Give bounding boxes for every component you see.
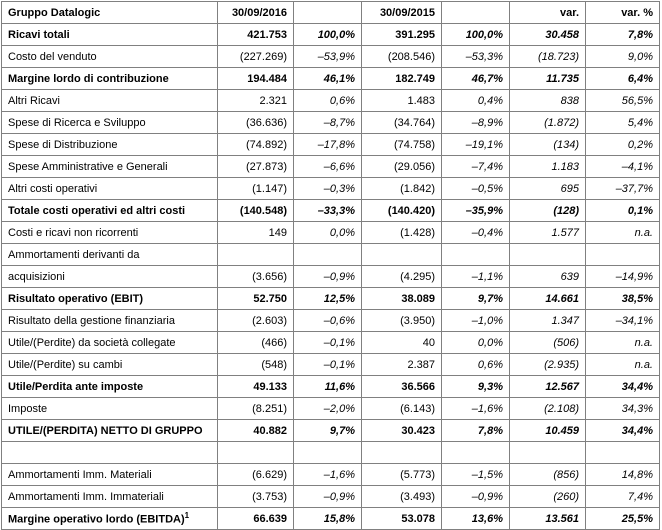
row-value-p1: (3.753) bbox=[218, 486, 294, 508]
row-label: Ricavi totali bbox=[2, 24, 218, 46]
row-variance: 695 bbox=[510, 178, 586, 200]
header-cell-variance-pct: var. % bbox=[586, 2, 660, 24]
row-label: Ammortamenti Imm. Materiali bbox=[2, 464, 218, 486]
header-cell-entity: Gruppo Datalogic bbox=[2, 2, 218, 24]
row-variance: 838 bbox=[510, 90, 586, 112]
row-pct-p1: –0,9% bbox=[294, 486, 362, 508]
row-label: Altri costi operativi bbox=[2, 178, 218, 200]
row-variance-pct: n.a. bbox=[586, 354, 660, 376]
row-pct-p1: –0,3% bbox=[294, 178, 362, 200]
row-pct-p1: 100,0% bbox=[294, 24, 362, 46]
row-variance: 11.735 bbox=[510, 68, 586, 90]
row-pct-p2: –0,9% bbox=[442, 486, 510, 508]
row-pct-p1: 11,6% bbox=[294, 376, 362, 398]
row-variance: 1.577 bbox=[510, 222, 586, 244]
row-label-line-2: acquisizioni bbox=[2, 266, 218, 288]
row-value-p2: (3.493) bbox=[362, 486, 442, 508]
row-variance-spacer bbox=[510, 244, 586, 266]
table-row bbox=[2, 486, 660, 508]
row-variance-pct: 7,4% bbox=[586, 486, 660, 508]
row-pct-p2: –8,9% bbox=[442, 112, 510, 134]
row-value-p2: 391.295 bbox=[362, 24, 442, 46]
row-pct-p2: –19,1% bbox=[442, 134, 510, 156]
row-pct-p1: –2,0% bbox=[294, 398, 362, 420]
row-value-p1: 52.750 bbox=[218, 288, 294, 310]
header-cell-period-1: 30/09/2016 bbox=[218, 2, 294, 24]
header-cell-variance: var. bbox=[510, 2, 586, 24]
header-cell-period-1-pct bbox=[294, 2, 362, 24]
row-value-p1-spacer bbox=[218, 244, 294, 266]
table-row bbox=[2, 178, 660, 200]
spacer-row bbox=[2, 442, 660, 464]
row-value-p1: (1.147) bbox=[218, 178, 294, 200]
header-cell-period-2-pct bbox=[442, 2, 510, 24]
row-label: Totale costi operativi ed altri costi bbox=[2, 200, 218, 222]
row-value-p1: (227.269) bbox=[218, 46, 294, 68]
table-row bbox=[2, 288, 660, 310]
row-label: Margine lordo di contribuzione bbox=[2, 68, 218, 90]
row-label-ebitda bbox=[2, 508, 218, 530]
table-row bbox=[2, 24, 660, 46]
row-variance: 14.661 bbox=[510, 288, 586, 310]
row-variance: (18.723) bbox=[510, 46, 586, 68]
row-variance-pct: –14,9% bbox=[586, 266, 660, 288]
spacer-cell bbox=[294, 442, 362, 464]
row-pct-p2: –1,6% bbox=[442, 398, 510, 420]
row-pct-p1: –0,1% bbox=[294, 332, 362, 354]
row-label: Risultato operativo (EBIT) bbox=[2, 288, 218, 310]
row-pct-p2: 13,6% bbox=[442, 508, 510, 530]
row-variance-pct: 7,8% bbox=[586, 24, 660, 46]
row-value-p2: (29.056) bbox=[362, 156, 442, 178]
row-variance: (2.108) bbox=[510, 398, 586, 420]
row-value-p2: 30.423 bbox=[362, 420, 442, 442]
row-value-p2: (74.758) bbox=[362, 134, 442, 156]
table-row bbox=[2, 354, 660, 376]
row-pct-p2: 7,8% bbox=[442, 420, 510, 442]
row-variance-pct-spacer bbox=[586, 244, 660, 266]
row-label: Costo del venduto bbox=[2, 46, 218, 68]
income-statement-table bbox=[1, 1, 660, 530]
row-label: Risultato della gestione finanziaria bbox=[2, 310, 218, 332]
row-variance: (1.872) bbox=[510, 112, 586, 134]
row-value-p1: (3.656) bbox=[218, 266, 294, 288]
table-row bbox=[2, 508, 660, 530]
row-pct-p2: –0,5% bbox=[442, 178, 510, 200]
row-value-p2: (6.143) bbox=[362, 398, 442, 420]
table-row bbox=[2, 156, 660, 178]
row-value-p1: (466) bbox=[218, 332, 294, 354]
row-variance-pct: 9,0% bbox=[586, 46, 660, 68]
row-value-p2: 36.566 bbox=[362, 376, 442, 398]
row-value-p2: (34.764) bbox=[362, 112, 442, 134]
row-variance-pct: n.a. bbox=[586, 332, 660, 354]
row-label-line-1: Ammortamenti derivanti da bbox=[2, 244, 218, 266]
row-variance: 30.458 bbox=[510, 24, 586, 46]
row-value-p2: (3.950) bbox=[362, 310, 442, 332]
row-pct-p2: 0,4% bbox=[442, 90, 510, 112]
header-cell-period-2: 30/09/2015 bbox=[362, 2, 442, 24]
row-pct-p2: –53,3% bbox=[442, 46, 510, 68]
spacer-cell bbox=[362, 442, 442, 464]
row-pct-p2: –0,4% bbox=[442, 222, 510, 244]
row-variance-pct: –4,1% bbox=[586, 156, 660, 178]
row-pct-p2: –7,4% bbox=[442, 156, 510, 178]
spacer-cell bbox=[2, 442, 218, 464]
row-variance-pct: n.a. bbox=[586, 222, 660, 244]
row-variance: 10.459 bbox=[510, 420, 586, 442]
row-variance-pct: 14,8% bbox=[586, 464, 660, 486]
row-pct-p1: –17,8% bbox=[294, 134, 362, 156]
row-pct-p1: –8,7% bbox=[294, 112, 362, 134]
row-value-p1: (2.603) bbox=[218, 310, 294, 332]
row-label: Spese Amministrative e Generali bbox=[2, 156, 218, 178]
row-pct-p1: 46,1% bbox=[294, 68, 362, 90]
row-pct-p2: –1,1% bbox=[442, 266, 510, 288]
row-pct-p1: 15,8% bbox=[294, 508, 362, 530]
table-header-row bbox=[2, 2, 660, 24]
row-label: Spese di Ricerca e Sviluppo bbox=[2, 112, 218, 134]
row-value-p2: (5.773) bbox=[362, 464, 442, 486]
row-label: Utile/Perdita ante imposte bbox=[2, 376, 218, 398]
row-variance: 13.561 bbox=[510, 508, 586, 530]
row-label: Imposte bbox=[2, 398, 218, 420]
row-label: Ammortamenti Imm. Immateriali bbox=[2, 486, 218, 508]
table-row bbox=[2, 332, 660, 354]
table-row bbox=[2, 376, 660, 398]
row-variance: (506) bbox=[510, 332, 586, 354]
row-pct-p1-spacer bbox=[294, 244, 362, 266]
row-variance: (134) bbox=[510, 134, 586, 156]
row-pct-p1: –0,9% bbox=[294, 266, 362, 288]
row-value-p1: 149 bbox=[218, 222, 294, 244]
row-variance-pct: 6,4% bbox=[586, 68, 660, 90]
spacer-cell bbox=[586, 442, 660, 464]
row-variance-pct: 5,4% bbox=[586, 112, 660, 134]
row-pct-p2: 0,0% bbox=[442, 332, 510, 354]
row-pct-p2: 100,0% bbox=[442, 24, 510, 46]
row-variance-pct: –37,7% bbox=[586, 178, 660, 200]
row-value-p2: (1.428) bbox=[362, 222, 442, 244]
row-value-p1: (74.892) bbox=[218, 134, 294, 156]
row-variance: 1.183 bbox=[510, 156, 586, 178]
row-variance: 1.347 bbox=[510, 310, 586, 332]
row-label: Costi e ricavi non ricorrenti bbox=[2, 222, 218, 244]
row-value-p2: (208.546) bbox=[362, 46, 442, 68]
row-value-p1: (6.629) bbox=[218, 464, 294, 486]
table-row bbox=[2, 46, 660, 68]
row-value-p1: 66.639 bbox=[218, 508, 294, 530]
row-variance: (260) bbox=[510, 486, 586, 508]
row-pct-p1: –1,6% bbox=[294, 464, 362, 486]
row-value-p1: 2.321 bbox=[218, 90, 294, 112]
row-variance-pct: 34,3% bbox=[586, 398, 660, 420]
row-label-ebitda-text: Margine operativo lordo (EBITDA) bbox=[8, 513, 185, 526]
row-value-p2: (4.295) bbox=[362, 266, 442, 288]
row-value-p1: (140.548) bbox=[218, 200, 294, 222]
row-pct-p1: 0,0% bbox=[294, 222, 362, 244]
row-variance: (128) bbox=[510, 200, 586, 222]
table-row bbox=[2, 464, 660, 486]
row-pct-p1: –0,6% bbox=[294, 310, 362, 332]
row-variance: 12.567 bbox=[510, 376, 586, 398]
row-variance-pct: 0,1% bbox=[586, 200, 660, 222]
row-label: Utile/(Perdite) da società collegate bbox=[2, 332, 218, 354]
row-value-p1: 421.753 bbox=[218, 24, 294, 46]
row-variance-pct: 34,4% bbox=[586, 376, 660, 398]
row-value-p2-spacer bbox=[362, 244, 442, 266]
spacer-cell bbox=[510, 442, 586, 464]
table-row bbox=[2, 112, 660, 134]
table-row bbox=[2, 398, 660, 420]
table-row bbox=[2, 90, 660, 112]
row-pct-p2: 0,6% bbox=[442, 354, 510, 376]
row-pct-p1: 12,5% bbox=[294, 288, 362, 310]
row-pct-p2: 9,7% bbox=[442, 288, 510, 310]
row-pct-p1: 9,7% bbox=[294, 420, 362, 442]
row-label: Utile/(Perdite) su cambi bbox=[2, 354, 218, 376]
row-value-p1: 40.882 bbox=[218, 420, 294, 442]
row-value-p1: 194.484 bbox=[218, 68, 294, 90]
financial-table-container bbox=[1, 1, 661, 530]
row-value-p1: 49.133 bbox=[218, 376, 294, 398]
row-variance: (2.935) bbox=[510, 354, 586, 376]
row-pct-p2: 9,3% bbox=[442, 376, 510, 398]
row-variance-pct: 56,5% bbox=[586, 90, 660, 112]
table-row bbox=[2, 266, 660, 288]
footnote-marker: 1 bbox=[184, 511, 190, 521]
row-value-p1: (27.873) bbox=[218, 156, 294, 178]
row-value-p2: 182.749 bbox=[362, 68, 442, 90]
row-variance-pct: –34,1% bbox=[586, 310, 660, 332]
table-row bbox=[2, 134, 660, 156]
row-variance: 639 bbox=[510, 266, 586, 288]
row-value-p2: 38.089 bbox=[362, 288, 442, 310]
row-pct-p2: –1,0% bbox=[442, 310, 510, 332]
row-pct-p2-spacer bbox=[442, 244, 510, 266]
row-value-p2: 2.387 bbox=[362, 354, 442, 376]
table-row bbox=[2, 222, 660, 244]
row-variance: (856) bbox=[510, 464, 586, 486]
spacer-cell bbox=[218, 442, 294, 464]
table-row bbox=[2, 310, 660, 332]
row-pct-p1: –53,9% bbox=[294, 46, 362, 68]
spacer-cell bbox=[442, 442, 510, 464]
row-value-p2: (140.420) bbox=[362, 200, 442, 222]
row-value-p2: (1.842) bbox=[362, 178, 442, 200]
table-row bbox=[2, 200, 660, 222]
row-pct-p1: –0,1% bbox=[294, 354, 362, 376]
row-pct-p1: –33,3% bbox=[294, 200, 362, 222]
row-pct-p2: 46,7% bbox=[442, 68, 510, 90]
row-variance-pct: 38,5% bbox=[586, 288, 660, 310]
row-value-p2: 53.078 bbox=[362, 508, 442, 530]
row-value-p2: 1.483 bbox=[362, 90, 442, 112]
row-label: Altri Ricavi bbox=[2, 90, 218, 112]
table-row bbox=[2, 68, 660, 90]
row-pct-p2: –1,5% bbox=[442, 464, 510, 486]
row-label: Spese di Distribuzione bbox=[2, 134, 218, 156]
row-variance-pct: 25,5% bbox=[586, 508, 660, 530]
row-pct-p2: –35,9% bbox=[442, 200, 510, 222]
row-variance-pct: 34,4% bbox=[586, 420, 660, 442]
table-row bbox=[2, 420, 660, 442]
row-pct-p1: 0,6% bbox=[294, 90, 362, 112]
row-value-p1: (548) bbox=[218, 354, 294, 376]
table-row bbox=[2, 244, 660, 266]
row-value-p1: (8.251) bbox=[218, 398, 294, 420]
row-variance-pct: 0,2% bbox=[586, 134, 660, 156]
row-value-p1: (36.636) bbox=[218, 112, 294, 134]
row-value-p2: 40 bbox=[362, 332, 442, 354]
row-label: UTILE/(PERDITA) NETTO DI GRUPPO bbox=[2, 420, 218, 442]
row-pct-p1: –6,6% bbox=[294, 156, 362, 178]
